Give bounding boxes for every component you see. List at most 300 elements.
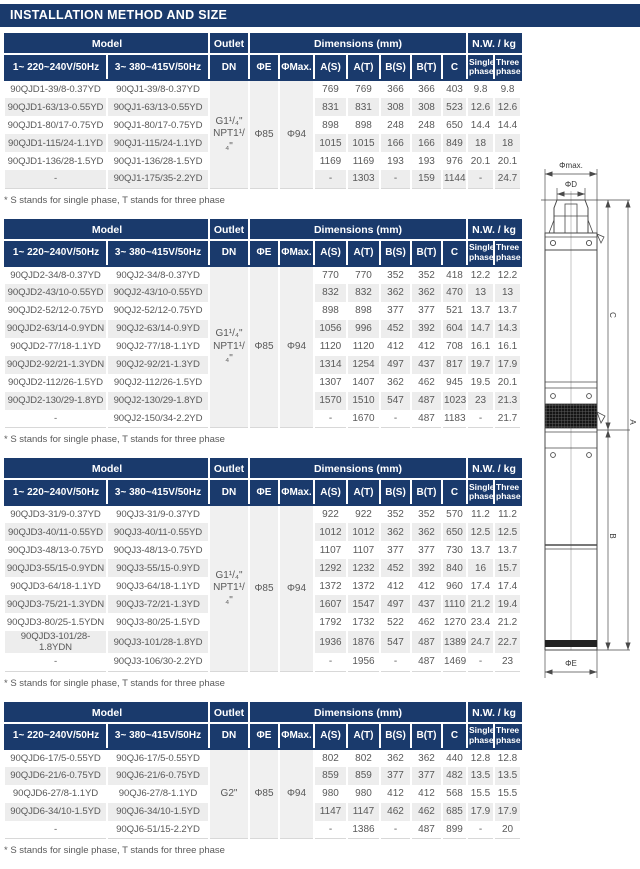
dimension-value-cell: 1956 [347, 653, 380, 671]
dimension-value-cell: 1012 [347, 523, 380, 541]
col-a-t: A(T) [347, 240, 380, 266]
dimension-value-cell: 352 [380, 266, 411, 284]
weight-three-cell: 21.7 [494, 410, 521, 428]
col-nw-single: Single phase [467, 240, 494, 266]
dimension-value-cell: 1307 [314, 374, 347, 392]
weight-single-cell: 21.2 [467, 595, 494, 613]
dimension-value-cell: 831 [314, 98, 347, 116]
dimension-value-cell: 462 [411, 803, 442, 821]
model-three-phase-cell: 90QJ1-175/35-2.2YD [107, 170, 209, 188]
weight-single-cell: 12.2 [467, 266, 494, 284]
dimension-value-cell: 1670 [347, 410, 380, 428]
spec-table [4, 219, 522, 429]
dimension-value-cell: 1372 [314, 577, 347, 595]
weight-single-cell: 15.5 [467, 785, 494, 803]
phi-e-cell: Φ85 [249, 80, 279, 188]
weight-single-cell: 18 [467, 134, 494, 152]
model-single-phase-cell: 90QJD6-17/5-0.55YD [5, 749, 107, 767]
weight-three-cell: 21.3 [494, 392, 521, 410]
dimension-value-cell: 193 [380, 152, 411, 170]
col-nw-three: Three phase [494, 479, 521, 505]
nw-group-header: N.W. / kg [467, 459, 521, 479]
col-b-s: B(S) [380, 723, 411, 749]
dimensions-group-header: Dimensions (mm) [249, 703, 467, 723]
dimension-value-cell: 362 [411, 749, 442, 767]
dimension-value-cell: 1792 [314, 613, 347, 631]
weight-single-cell: 20.1 [467, 152, 494, 170]
weight-three-cell: 13 [494, 284, 521, 302]
dimensions-group-header: Dimensions (mm) [249, 34, 467, 54]
model-three-phase-cell: 90QJ1-115/24-1.1YD [107, 134, 209, 152]
dimension-value-cell: 898 [314, 116, 347, 134]
dimension-value-cell: 945 [442, 374, 467, 392]
col-phi-e: ΦE [249, 479, 279, 505]
dimension-value-cell: 377 [380, 767, 411, 785]
weight-three-cell: 18 [494, 134, 521, 152]
dimension-value-cell: - [380, 170, 411, 188]
pump-drawing [536, 158, 640, 693]
page-title-bar [0, 4, 640, 27]
tables-area [4, 33, 520, 869]
nw-group-header: N.W. / kg [467, 220, 521, 240]
dimension-value-cell: 1056 [314, 320, 347, 338]
dimension-value-cell: 362 [411, 523, 442, 541]
dimension-value-cell: 770 [314, 266, 347, 284]
footnote-text: * S stands for single phase, T stands for three phase [4, 677, 225, 689]
weight-three-cell: 12.8 [494, 749, 521, 767]
dn-line: NPT1¹/₄" [213, 128, 245, 152]
model-group-header: Model [5, 34, 209, 54]
col-b-t: B(T) [411, 54, 442, 80]
dimension-value-cell: 437 [411, 356, 442, 374]
table-row [5, 80, 521, 98]
model-single-phase-cell: 90QJD6-21/6-0.75YD [5, 767, 107, 785]
outlet-group-header: Outlet [209, 459, 249, 479]
nw-group-header: N.W. / kg [467, 703, 521, 723]
dimension-value-cell: 248 [380, 116, 411, 134]
col-nw-three: Three phase [494, 240, 521, 266]
spec-table [4, 33, 522, 189]
dn-line: G1¹/₄" [215, 569, 243, 581]
phi-max-cell: Φ94 [279, 80, 314, 188]
col-dn: DN [209, 240, 249, 266]
spec-table-block-3 [4, 458, 520, 689]
phi-e-cell: Φ85 [249, 505, 279, 671]
dimension-value-cell: 487 [411, 821, 442, 839]
strainer-band [545, 404, 597, 428]
dimension-value-cell: - [380, 410, 411, 428]
model-three-phase-cell: 90QJ2-150/34-2.2YD [107, 410, 209, 428]
model-single-phase-cell: 90QJD3-80/25-1.5YDN [5, 613, 107, 631]
model-three-phase-cell: 90QJ2-112/26-1.5YD [107, 374, 209, 392]
weight-three-cell: 19.4 [494, 595, 521, 613]
dimension-value-cell: 412 [380, 338, 411, 356]
dimension-value-cell: 497 [380, 595, 411, 613]
col-phi-e: ΦE [249, 723, 279, 749]
weight-single-cell: 12.5 [467, 523, 494, 541]
dn-line: NPT1¹/₄" [213, 582, 245, 606]
model-single-phase-cell: 90QJD1-80/17-0.75YD [5, 116, 107, 134]
dimension-value-cell: 523 [442, 98, 467, 116]
phi-e-cell: Φ85 [249, 749, 279, 839]
dimension-value-cell: 362 [380, 523, 411, 541]
dimension-value-cell: 412 [411, 577, 442, 595]
dimension-value-cell: 1732 [347, 613, 380, 631]
phi-max-cell: Φ94 [279, 266, 314, 428]
model-single-phase-cell: 90QJD3-40/11-0.55YD [5, 523, 107, 541]
dimension-value-cell: 1570 [314, 392, 347, 410]
col-phi-max: ΦMax. [279, 723, 314, 749]
weight-three-cell: 14.3 [494, 320, 521, 338]
weight-three-cell: 17.4 [494, 577, 521, 595]
dimension-value-cell: 922 [347, 505, 380, 523]
weight-three-cell: 15.7 [494, 559, 521, 577]
header-group-row [5, 703, 521, 723]
model-single-phase-cell: - [5, 170, 107, 188]
nw-group-header: N.W. / kg [467, 34, 521, 54]
col-single-phase-voltage: 1~ 220~240V/50Hz [5, 479, 107, 505]
col-three-phase-voltage: 3~ 380~415V/50Hz [107, 240, 209, 266]
dimension-value-cell: 412 [380, 785, 411, 803]
col-nw-single: Single phase [467, 723, 494, 749]
dimension-value-cell: 1292 [314, 559, 347, 577]
dimension-value-cell: 1015 [314, 134, 347, 152]
model-single-phase-cell: 90QJD2-52/12-0.75YD [5, 302, 107, 320]
dimension-value-cell: 769 [314, 80, 347, 98]
dimension-value-cell: 366 [411, 80, 442, 98]
col-nw-three: Three phase [494, 54, 521, 80]
weight-three-cell: 22.7 [494, 631, 521, 653]
dimension-value-cell: 899 [442, 821, 467, 839]
model-single-phase-cell: 90QJD3-75/21-1.3YDN [5, 595, 107, 613]
dimension-value-cell: 1469 [442, 653, 467, 671]
model-three-phase-cell: 90QJ2-130/29-1.8YD [107, 392, 209, 410]
dimension-value-cell: 452 [380, 559, 411, 577]
weight-three-cell: 13.7 [494, 541, 521, 559]
col-b-t: B(T) [411, 723, 442, 749]
weight-single-cell: 17.9 [467, 803, 494, 821]
pump-outline [541, 169, 630, 678]
col-phi-max: ΦMax. [279, 54, 314, 80]
dimension-value-cell: 377 [411, 541, 442, 559]
col-phi-max: ΦMax. [279, 240, 314, 266]
model-single-phase-cell: 90QJD3-101/28-1.8YDN [5, 631, 107, 653]
dimension-value-cell: 362 [411, 284, 442, 302]
spec-table-block-1 [4, 33, 520, 206]
dimension-value-cell: 352 [411, 266, 442, 284]
dimension-value-cell: 452 [380, 320, 411, 338]
header-group-row [5, 459, 521, 479]
col-nw-three: Three phase [494, 723, 521, 749]
spec-table [4, 458, 522, 672]
phi-max-cell: Φ94 [279, 505, 314, 671]
weight-three-cell: 11.2 [494, 505, 521, 523]
model-three-phase-cell: 90QJ3-106/30-2.2YD [107, 653, 209, 671]
model-single-phase-cell: 90QJD2-92/21-1.3YDN [5, 356, 107, 374]
dimension-value-cell: 497 [380, 356, 411, 374]
dimension-value-cell: - [314, 821, 347, 839]
dimension-value-cell: 922 [314, 505, 347, 523]
phi-e-cell: Φ85 [249, 266, 279, 428]
col-a-t: A(T) [347, 723, 380, 749]
dimension-value-cell: 1510 [347, 392, 380, 410]
weight-three-cell: 20 [494, 821, 521, 839]
model-three-phase-cell: 90QJ3-72/21-1.3YD [107, 595, 209, 613]
dimension-value-cell: 522 [380, 613, 411, 631]
outlet-dn-cell [209, 749, 249, 839]
dimension-value-cell: 849 [442, 134, 467, 152]
table-row [5, 266, 521, 284]
outlet-group-header: Outlet [209, 703, 249, 723]
weight-single-cell: 23 [467, 392, 494, 410]
dimension-value-cell: 1547 [347, 595, 380, 613]
col-dn: DN [209, 479, 249, 505]
dimension-value-cell: 1607 [314, 595, 347, 613]
weight-three-cell: 12.2 [494, 266, 521, 284]
outlet-group-header: Outlet [209, 34, 249, 54]
dimension-value-cell: 392 [411, 320, 442, 338]
dimension-value-cell: - [314, 410, 347, 428]
col-single-phase-voltage: 1~ 220~240V/50Hz [5, 723, 107, 749]
weight-three-cell: 12.5 [494, 523, 521, 541]
model-single-phase-cell: 90QJD1-115/24-1.1YD [5, 134, 107, 152]
model-three-phase-cell: 90QJ3-31/9-0.37YD [107, 505, 209, 523]
dimension-value-cell: 1169 [314, 152, 347, 170]
dimension-value-cell: 352 [411, 505, 442, 523]
outlet-dn-cell [209, 266, 249, 428]
dimension-value-cell: 1120 [314, 338, 347, 356]
model-single-phase-cell: 90QJD2-112/26-1.5YD [5, 374, 107, 392]
col-single-phase-voltage: 1~ 220~240V/50Hz [5, 240, 107, 266]
dimension-value-cell: 1254 [347, 356, 380, 374]
dimension-value-cell: 487 [411, 631, 442, 653]
model-three-phase-cell: 90QJ2-77/18-1.1YD [107, 338, 209, 356]
dimension-value-cell: 1169 [347, 152, 380, 170]
dimension-value-cell: 570 [442, 505, 467, 523]
dimension-value-cell: 366 [380, 80, 411, 98]
dimension-value-cell: 418 [442, 266, 467, 284]
col-nw-single: Single phase [467, 479, 494, 505]
header-group-row [5, 34, 521, 54]
model-single-phase-cell: 90QJD1-136/28-1.5YD [5, 152, 107, 170]
model-three-phase-cell: 90QJ6-51/15-2.2YD [107, 821, 209, 839]
model-three-phase-cell: 90QJ6-17/5-0.55YD [107, 749, 209, 767]
dimension-value-cell: 462 [411, 374, 442, 392]
col-dn: DN [209, 723, 249, 749]
model-three-phase-cell: 90QJ6-27/8-1.1YD [107, 785, 209, 803]
header-column-row [5, 723, 521, 749]
dimension-value-cell: 802 [314, 749, 347, 767]
col-phi-e: ΦE [249, 54, 279, 80]
header-column-row [5, 54, 521, 80]
table-row [5, 749, 521, 767]
dimension-value-cell: 1107 [314, 541, 347, 559]
dimension-value-cell: 1147 [314, 803, 347, 821]
dimension-value-cell: 604 [442, 320, 467, 338]
weight-three-cell: 12.6 [494, 98, 521, 116]
dimension-value-cell: 898 [314, 302, 347, 320]
dimension-value-cell: - [380, 821, 411, 839]
dimension-value-cell: 976 [442, 152, 467, 170]
col-a-s: A(S) [314, 240, 347, 266]
dimension-value-cell: 1107 [347, 541, 380, 559]
dimension-value-cell: 248 [411, 116, 442, 134]
col-a-s: A(S) [314, 54, 347, 80]
model-single-phase-cell: 90QJD3-64/18-1.1YD [5, 577, 107, 595]
dim-a-label: A [628, 419, 637, 425]
dimension-value-cell: 960 [442, 577, 467, 595]
dimension-value-cell: 1015 [347, 134, 380, 152]
dimension-value-cell: 1144 [442, 170, 467, 188]
dn-line: G1¹/₄" [215, 115, 243, 127]
dimension-value-cell: 1147 [347, 803, 380, 821]
weight-three-cell: 17.9 [494, 356, 521, 374]
weight-single-cell: 17.4 [467, 577, 494, 595]
col-a-s: A(S) [314, 723, 347, 749]
dimension-value-cell: 1270 [442, 613, 467, 631]
dimension-value-cell: 1183 [442, 410, 467, 428]
col-c: C [442, 723, 467, 749]
page-title: INSTALLATION METHOD AND SIZE [10, 8, 228, 22]
dim-c-label: C [608, 312, 617, 318]
dimension-value-cell: - [314, 170, 347, 188]
model-three-phase-cell: 90QJ3-40/11-0.55YD [107, 523, 209, 541]
model-three-phase-cell: 90QJ1-39/8-0.37YD [107, 80, 209, 98]
weight-three-cell: 17.9 [494, 803, 521, 821]
dimension-value-cell: 1386 [347, 821, 380, 839]
dimension-value-cell: 352 [380, 505, 411, 523]
dimension-value-cell: 521 [442, 302, 467, 320]
weight-single-cell: - [467, 170, 494, 188]
model-three-phase-cell: 90QJ2-63/14-0.9YD [107, 320, 209, 338]
weight-three-cell: 9.8 [494, 80, 521, 98]
model-single-phase-cell: 90QJD3-48/13-0.75YD [5, 541, 107, 559]
model-three-phase-cell: 90QJ1-63/13-0.55YD [107, 98, 209, 116]
col-a-t: A(T) [347, 54, 380, 80]
dimension-value-cell: 802 [347, 749, 380, 767]
weight-three-cell: 21.2 [494, 613, 521, 631]
phi-max-label: Φmax. [559, 161, 583, 170]
model-three-phase-cell: 90QJ2-92/21-1.3YD [107, 356, 209, 374]
model-single-phase-cell: 90QJD1-63/13-0.55YD [5, 98, 107, 116]
dimension-value-cell: 308 [380, 98, 411, 116]
dimension-value-cell: 377 [380, 541, 411, 559]
model-single-phase-cell: 90QJD2-77/18-1.1YD [5, 338, 107, 356]
weight-three-cell: 20.1 [494, 374, 521, 392]
col-c: C [442, 479, 467, 505]
weight-single-cell: 9.8 [467, 80, 494, 98]
weight-single-cell: 13.7 [467, 302, 494, 320]
dimensions-group-header: Dimensions (mm) [249, 459, 467, 479]
dimension-value-cell: 1314 [314, 356, 347, 374]
col-three-phase-voltage: 3~ 380~415V/50Hz [107, 723, 209, 749]
weight-single-cell: 16.1 [467, 338, 494, 356]
weight-single-cell: - [467, 410, 494, 428]
model-three-phase-cell: 90QJ3-55/15-0.9YD [107, 559, 209, 577]
dn-line: G2" [220, 787, 238, 799]
weight-three-cell: 15.5 [494, 785, 521, 803]
table-row [5, 505, 521, 523]
dimension-value-cell: 1407 [347, 374, 380, 392]
dim-b-label: B [608, 533, 617, 539]
dimension-value-cell: 403 [442, 80, 467, 98]
model-three-phase-cell: 90QJ6-21/6-0.75YD [107, 767, 209, 785]
weight-three-cell: 13.7 [494, 302, 521, 320]
dimension-value-cell: 1936 [314, 631, 347, 653]
model-three-phase-cell: 90QJ6-34/10-1.5YD [107, 803, 209, 821]
weight-single-cell: - [467, 821, 494, 839]
dimension-value-cell: 462 [380, 803, 411, 821]
col-nw-single: Single phase [467, 54, 494, 80]
dimension-value-cell: 412 [380, 577, 411, 595]
weight-three-cell: 13.5 [494, 767, 521, 785]
model-three-phase-cell: 90QJ3-48/13-0.75YD [107, 541, 209, 559]
header-group-row [5, 220, 521, 240]
outlet-group-header: Outlet [209, 220, 249, 240]
dimension-value-cell: 1303 [347, 170, 380, 188]
model-single-phase-cell: 90QJD3-55/15-0.9YDN [5, 559, 107, 577]
col-b-t: B(T) [411, 479, 442, 505]
col-phi-e: ΦE [249, 240, 279, 266]
spec-table [4, 702, 522, 840]
dimension-value-cell: 1372 [347, 577, 380, 595]
model-single-phase-cell: 90QJD2-130/29-1.8YD [5, 392, 107, 410]
model-group-header: Model [5, 220, 209, 240]
weight-single-cell: 11.2 [467, 505, 494, 523]
dimension-value-cell: 832 [314, 284, 347, 302]
dimension-value-cell: 1876 [347, 631, 380, 653]
model-single-phase-cell: 90QJD2-43/10-0.55YD [5, 284, 107, 302]
model-single-phase-cell: 90QJD2-34/8-0.37YD [5, 266, 107, 284]
dimension-value-cell: 547 [380, 392, 411, 410]
dimension-value-cell: 470 [442, 284, 467, 302]
col-c: C [442, 54, 467, 80]
model-three-phase-cell: 90QJ2-34/8-0.37YD [107, 266, 209, 284]
dimension-value-cell: 730 [442, 541, 467, 559]
dn-line: G1¹/₄" [215, 328, 243, 339]
col-b-s: B(S) [380, 240, 411, 266]
header-column-row [5, 240, 521, 266]
col-phi-max: ΦMax. [279, 479, 314, 505]
dimension-value-cell: 362 [380, 284, 411, 302]
col-three-phase-voltage: 3~ 380~415V/50Hz [107, 479, 209, 505]
phi-max-cell: Φ94 [279, 749, 314, 839]
dn-line: NPT1¹/₄" [213, 340, 245, 364]
col-dn: DN [209, 54, 249, 80]
dimension-value-cell: 308 [411, 98, 442, 116]
dimension-value-cell: 412 [411, 338, 442, 356]
weight-single-cell: 12.8 [467, 749, 494, 767]
dimension-value-cell: 980 [347, 785, 380, 803]
dimension-value-cell: 898 [347, 116, 380, 134]
dimension-value-cell: 1232 [347, 559, 380, 577]
dimension-value-cell: 377 [411, 767, 442, 785]
dimension-value-cell: 817 [442, 356, 467, 374]
model-single-phase-cell: 90QJD6-34/10-1.5YD [5, 803, 107, 821]
header-column-row [5, 479, 521, 505]
dimension-value-cell: 1023 [442, 392, 467, 410]
dimension-value-cell: 859 [347, 767, 380, 785]
dimension-value-cell: 362 [380, 374, 411, 392]
weight-single-cell: 23.4 [467, 613, 494, 631]
model-single-phase-cell: 90QJD2-63/14-0.9YDN [5, 320, 107, 338]
outlet-dn-cell [209, 505, 249, 671]
weight-single-cell: 16 [467, 559, 494, 577]
spec-table-block-2 [4, 219, 520, 446]
dimension-value-cell: 832 [347, 284, 380, 302]
outlet-dn-cell [209, 80, 249, 188]
dimension-value-cell: 412 [411, 785, 442, 803]
